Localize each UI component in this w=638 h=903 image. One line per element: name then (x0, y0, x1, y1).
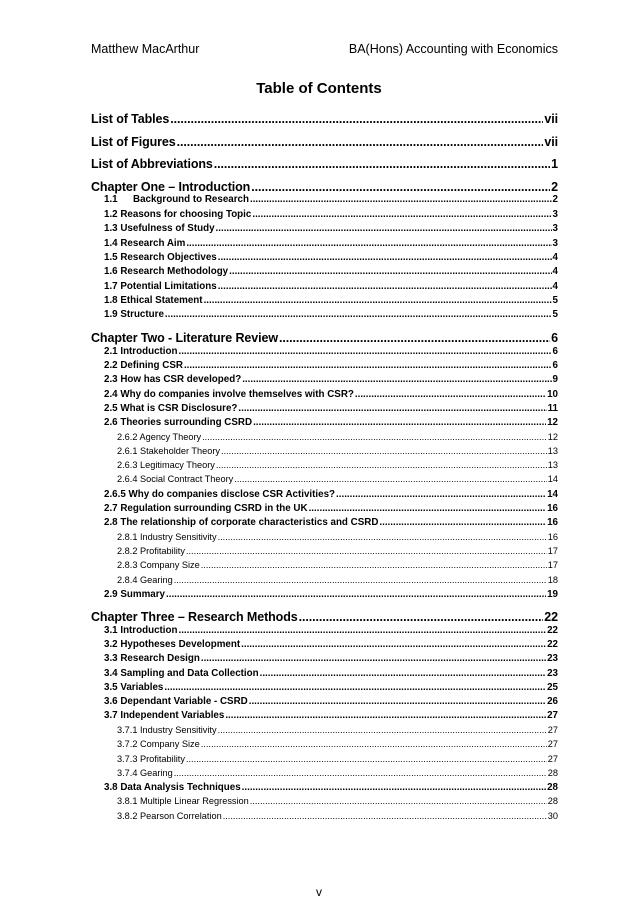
toc-entry-label: 2.6.3 Legitimacy Theory (117, 460, 215, 470)
toc-entry-title (104, 281, 217, 292)
dot-leader (177, 135, 544, 149)
toc-entry-page: 4 (552, 252, 558, 263)
toc-entry-title (104, 295, 203, 306)
dot-leader (184, 360, 552, 371)
dot-leader (166, 589, 546, 600)
toc-entry-title (91, 157, 213, 171)
toc-entry-title (117, 446, 220, 456)
toc-entry (104, 503, 558, 514)
toc-entry-label: 3.7.1 Industry Sensitivity (117, 725, 217, 735)
toc-entry-page: 5 (552, 295, 558, 306)
toc-entry-page: 28 (547, 782, 558, 793)
toc-entry (117, 560, 558, 570)
toc-entry-page: 13 (547, 446, 558, 456)
dot-leader (251, 180, 550, 194)
header-author: Matthew MacArthur (91, 42, 200, 56)
dot-leader (186, 754, 547, 764)
toc-entry-title (104, 668, 259, 679)
toc-entry-title (104, 682, 163, 693)
toc-entry-page: 22 (547, 639, 558, 650)
toc-entry-label: 2.4 Why do companies involve themselves with CSR? (104, 389, 354, 400)
dot-leader (379, 517, 546, 528)
toc-entry-title (117, 575, 173, 585)
toc-entry-title (104, 238, 185, 249)
toc-entry (104, 682, 558, 693)
toc-entry (104, 209, 558, 220)
toc-entry (104, 403, 558, 414)
toc-entry-label: 2.1 Introduction (104, 346, 178, 357)
dot-leader (164, 682, 546, 693)
toc-entry-page: 2 (551, 180, 558, 194)
toc-entry-title (91, 331, 278, 345)
toc-entry-title (104, 346, 177, 357)
toc-entry-label: 3.8 Data Analysis Techniques (104, 782, 241, 793)
toc-entry-title (104, 710, 224, 721)
toc-entry-title (91, 180, 250, 194)
dot-leader (242, 782, 546, 793)
toc-entry-label: 2.6.1 Stakeholder Theory (117, 446, 221, 456)
dot-leader (221, 446, 547, 456)
toc-entry-label: 1.7 Potential Limitations (104, 281, 217, 292)
toc-entry (117, 446, 558, 456)
toc-entry-page: 17 (547, 546, 558, 556)
toc-entry-label: 3.7.2 Company Size (117, 739, 200, 749)
toc-entry-title (104, 252, 217, 263)
dot-leader (225, 710, 546, 721)
toc-entry-page: 13 (547, 460, 558, 470)
toc-entry-page: 17 (547, 560, 558, 570)
dot-leader (216, 460, 547, 470)
dot-leader (279, 331, 550, 345)
toc-entry-page: 16 (547, 503, 558, 514)
toc-entry-title (104, 389, 354, 400)
toc-entry-title (117, 560, 200, 570)
toc-entry-label: Chapter Three – Research Methods (91, 610, 298, 624)
dot-leader (241, 639, 546, 650)
toc-entry-page: 3 (552, 223, 558, 234)
toc-entry-page: 26 (547, 696, 558, 707)
toc-entry (104, 517, 558, 528)
toc-entry-label: Background to Research (133, 194, 249, 205)
toc-entry-label: 2.8.2 Profitability (117, 546, 185, 556)
toc-entry-label: 3.7.4 Gearing (117, 768, 173, 778)
dot-leader (170, 112, 543, 126)
toc-entry-page: 2 (552, 194, 558, 205)
toc-entry-page: 10 (547, 389, 558, 400)
toc-entry-title (104, 194, 249, 205)
toc-entry (104, 589, 558, 600)
toc-entry-label: List of Abbreviations (91, 157, 213, 171)
dot-leader (242, 374, 551, 385)
toc-entry-title (104, 417, 252, 428)
toc-entry (91, 610, 558, 624)
toc-entry (117, 739, 558, 749)
toc-entry-label: 3.6 Dependant Variable - CSRD (104, 696, 248, 707)
toc-entry-page: 23 (547, 653, 558, 664)
toc-entry (117, 460, 558, 470)
toc-entry-title (117, 474, 233, 484)
toc-entry-title (104, 223, 215, 234)
toc-entry (117, 811, 558, 821)
toc-entry (104, 223, 558, 234)
toc-entry-title (104, 782, 241, 793)
toc-entry-title (117, 796, 249, 806)
page-title: Table of Contents (256, 80, 382, 97)
toc-entry (117, 532, 558, 542)
toc-entry-page: 19 (547, 589, 558, 600)
toc-entry-label: 2.9 Summary (104, 589, 165, 600)
toc-entry-title (104, 360, 183, 371)
toc-entry (117, 725, 558, 735)
toc-entry-label: List of Tables (91, 112, 170, 126)
toc-entry (91, 331, 558, 345)
toc-entry-page: 18 (547, 575, 558, 585)
toc-entry-title (104, 589, 165, 600)
toc-entry-title (117, 725, 217, 735)
toc-entry-title (91, 135, 176, 149)
toc-entry-page: 4 (552, 281, 558, 292)
toc-entry-title (104, 403, 237, 414)
toc-entry-title (117, 739, 200, 749)
dot-leader (218, 725, 547, 735)
dot-leader (252, 209, 551, 220)
header-degree: BA(Hons) Accounting with Economics (348, 42, 558, 56)
toc-entry-title (104, 266, 228, 277)
toc-entry (91, 112, 558, 126)
toc-entry (91, 157, 558, 171)
toc-entry-page: 9 (552, 374, 558, 385)
dot-leader (174, 575, 547, 585)
toc-entry-page: 6 (552, 346, 558, 357)
toc-entry-label: 2.3 How has CSR developed? (104, 374, 242, 385)
page-number: v (316, 885, 322, 899)
toc-entry-page: 16 (547, 517, 558, 528)
toc-entry-label: 2.6.5 Why do companies disclose CSR Activities? (104, 489, 336, 500)
toc-entry-title (104, 696, 248, 707)
toc-entry-label: 2.7 Regulation surrounding CSRD in the UK (104, 503, 308, 514)
toc-entry (91, 180, 558, 194)
dot-leader (186, 238, 551, 249)
toc-entry-title (104, 489, 335, 500)
toc-entry-label: 2.6.4 Social Contract Theory (117, 474, 234, 484)
toc-entry-page: 11 (547, 403, 558, 414)
dot-leader (218, 281, 552, 292)
toc-entry (117, 546, 558, 556)
toc-entry (104, 639, 558, 650)
toc-entry-title (104, 517, 378, 528)
dot-leader (218, 252, 552, 263)
dot-leader (234, 474, 547, 484)
toc-entry-label: 3.8.2 Pearson Correlation (117, 811, 222, 821)
toc-entry-label: 1.5 Research Objectives (104, 252, 217, 263)
toc-entry-label: 2.6 Theories surrounding CSRD (104, 417, 253, 428)
dot-leader (250, 194, 552, 205)
toc-entry-page: 23 (547, 668, 558, 679)
toc-entry (117, 474, 558, 484)
toc-entry-label: 2.5 What is CSR Disclosure? (104, 403, 238, 414)
toc-entry-label: 3.3 Research Design (104, 653, 200, 664)
dot-leader (178, 625, 546, 636)
toc-entry-label: 2.2 Defining CSR (104, 360, 183, 371)
toc-entry (117, 575, 558, 585)
toc-entry (117, 754, 558, 764)
dot-leader (299, 610, 544, 624)
dot-leader (309, 503, 547, 514)
dot-leader (355, 389, 546, 400)
dot-leader (174, 768, 547, 778)
toc-entry-label: 3.8.1 Multiple Linear Regression (117, 796, 249, 806)
toc-entry-page: 22 (547, 625, 558, 636)
toc-entry-title (104, 639, 240, 650)
toc-entry-page: 6 (552, 360, 558, 371)
dot-leader (201, 739, 547, 749)
dot-leader (165, 309, 552, 320)
toc-entry (104, 309, 558, 320)
toc-entry-title (104, 309, 164, 320)
toc-entry-label: 1.2 Reasons for choosing Topic (104, 209, 252, 220)
dot-leader (223, 811, 547, 821)
toc-entry-title (104, 625, 177, 636)
toc-entry-label: 1.4 Research Aim (104, 238, 186, 249)
dot-leader (238, 403, 546, 414)
toc-entry (104, 782, 558, 793)
toc-entry-page: 12 (547, 417, 558, 428)
toc-entry-title (117, 768, 173, 778)
toc-entry-title (104, 503, 308, 514)
toc-entry-label: 3.1 Introduction (104, 625, 178, 636)
toc-entry (104, 238, 558, 249)
toc-entry-label: 3.5 Variables (104, 682, 164, 693)
toc-entry (104, 696, 558, 707)
dot-leader (204, 295, 552, 306)
toc-entry-label: 2.8.3 Company Size (117, 560, 200, 570)
toc-entry-page: 5 (552, 309, 558, 320)
toc-entry-label: Chapter Two - Literature Review (91, 331, 278, 345)
dot-leader (260, 668, 546, 679)
toc-entry-page: 28 (547, 796, 558, 806)
toc-entry-page: 1 (551, 157, 558, 171)
toc-entry-page: vii (544, 135, 558, 149)
toc-entry-label: 1.9 Structure (104, 309, 164, 320)
toc-entry-title (117, 754, 185, 764)
toc-entry-label: 2.8 The relationship of corporate characteristics and CSRD (104, 517, 379, 528)
dot-leader (336, 489, 546, 500)
toc-entry (104, 710, 558, 721)
toc-entry (104, 653, 558, 664)
toc-entry-number: 1.1 (104, 194, 118, 205)
toc-entry-label: 1.3 Usefulness of Study (104, 223, 215, 234)
toc-entry-title (104, 209, 251, 220)
dot-leader (250, 796, 547, 806)
toc-entry-label: 3.4 Sampling and Data Collection (104, 668, 259, 679)
toc-entry-page: 28 (547, 768, 558, 778)
toc-entry-page: 27 (547, 739, 558, 749)
toc-entry-page: 25 (547, 682, 558, 693)
dot-leader (178, 346, 551, 357)
toc-entry (104, 389, 558, 400)
dot-leader (186, 546, 547, 556)
toc-entry-label: Chapter One – Introduction (91, 180, 251, 194)
toc-entry (104, 295, 558, 306)
dot-leader (218, 532, 547, 542)
toc-entry-label: 2.8.4 Gearing (117, 575, 173, 585)
toc-entry (117, 768, 558, 778)
toc-entry-page: 3 (552, 209, 558, 220)
toc-entry (104, 489, 558, 500)
toc-entry-title (117, 460, 215, 470)
toc-entry-title (104, 374, 241, 385)
dot-leader (214, 157, 550, 171)
toc-entry-page: 30 (547, 811, 558, 821)
toc-entry (104, 266, 558, 277)
toc-entry-page: 12 (547, 432, 558, 442)
toc-entry (104, 360, 558, 371)
toc-entry-page: vii (544, 112, 558, 126)
toc-entry (104, 625, 558, 636)
toc-entry-page: 6 (551, 331, 558, 345)
toc-entry-title (104, 653, 200, 664)
dot-leader (216, 223, 552, 234)
toc-entry-label: 2.6.2 Agency Theory (117, 432, 202, 442)
toc-entry (117, 432, 558, 442)
toc-entry (117, 796, 558, 806)
toc-entry-title (117, 546, 185, 556)
toc-entry-title (91, 610, 298, 624)
toc-entry-page: 3 (552, 238, 558, 249)
toc-entry-label: 1.6 Research Methodology (104, 266, 229, 277)
toc-entry (104, 252, 558, 263)
toc-entry (104, 194, 558, 205)
dot-leader (201, 560, 547, 570)
toc-entry (104, 668, 558, 679)
toc-entry-page: 4 (552, 266, 558, 277)
toc-entry-label: 3.2 Hypotheses Development (104, 639, 241, 650)
toc-entry-label: 2.8.1 Industry Sensitivity (117, 532, 217, 542)
toc-entry (104, 417, 558, 428)
toc-entry-label: 1.8 Ethical Statement (104, 295, 203, 306)
toc-entry-page: 16 (547, 532, 558, 542)
toc-entry-label: 3.7.3 Profitability (117, 754, 185, 764)
toc-entry-page: 27 (547, 710, 558, 721)
toc-entry-label: 3.7 Independent Variables (104, 710, 225, 721)
dot-leader (253, 417, 546, 428)
toc-entry (104, 346, 558, 357)
toc-entry-page: 27 (547, 754, 558, 764)
toc-entry (91, 135, 558, 149)
toc-entry-title (117, 432, 201, 442)
toc-entry-title (91, 112, 169, 126)
toc-entry-label: List of Figures (91, 135, 176, 149)
toc-entry (104, 374, 558, 385)
toc-entry-title (117, 811, 222, 821)
toc-entry-page: 27 (547, 725, 558, 735)
dot-leader (229, 266, 551, 277)
toc-entry (104, 281, 558, 292)
dot-leader (201, 653, 546, 664)
dot-leader (202, 432, 547, 442)
toc-entry-page: 14 (547, 489, 558, 500)
toc-entry-page: 22 (544, 610, 558, 624)
toc-entry-title (117, 532, 217, 542)
toc-entry-page: 14 (547, 474, 558, 484)
dot-leader (249, 696, 546, 707)
